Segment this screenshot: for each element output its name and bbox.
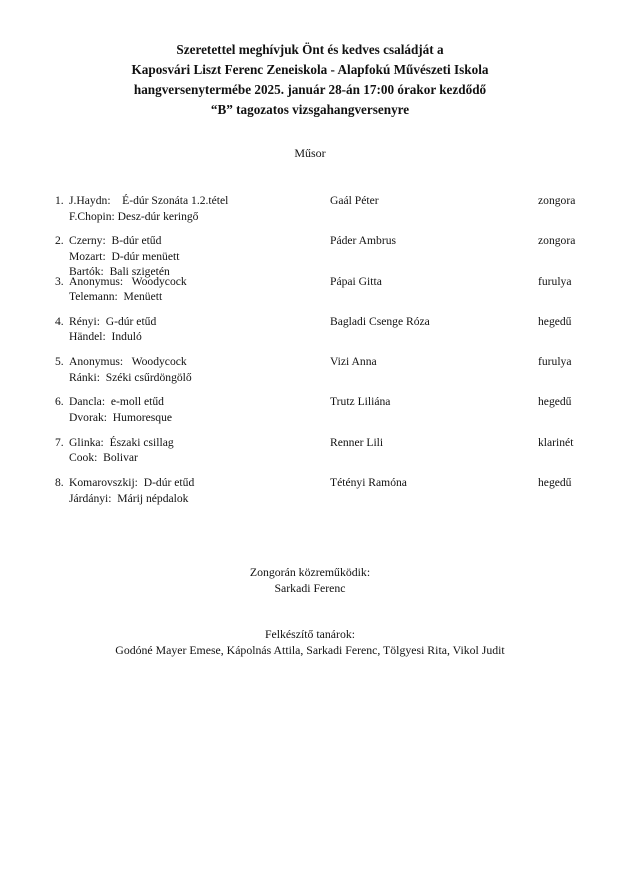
- program-item: [0, 435, 620, 475]
- teachers-block: [0, 627, 620, 658]
- program-item-pieces: [69, 394, 172, 425]
- program-item: [0, 274, 620, 314]
- program-piece: Dancla: e-moll etűd: [69, 395, 164, 409]
- program-item-number: 4.: [55, 314, 64, 328]
- program-item-instrument: hegedű: [538, 476, 572, 490]
- teachers-names: Godóné Mayer Emese, Kápolnás Attila, Sarkadi Ferenc, Tölgyesi Rita, Vikol Judit: [115, 642, 505, 657]
- program-list: [0, 193, 620, 515]
- program-piece: Anonymus: Woodycock: [69, 274, 187, 288]
- piano-accompanist-name: Sarkadi Ferenc: [274, 580, 346, 595]
- program-item-number: 6.: [55, 395, 64, 409]
- program-item-number: 8.: [55, 476, 64, 490]
- invitation-line-3: hangversenytermébe 2025. január 28-án 17:00 órakor kezdődő: [133, 82, 487, 97]
- program-piece: Komarovszkij: D-dúr etűd: [69, 476, 195, 490]
- program-item: [0, 314, 620, 354]
- program-item-instrument: furulya: [538, 355, 572, 369]
- invitation-line-4: “B” tagozatos vizsgahangversenyre: [210, 102, 410, 117]
- program-piece: Anonymus: Woodycock: [69, 355, 187, 369]
- program-title: Műsor: [294, 146, 326, 160]
- program-piece: Járdányi: Márij népdalok: [69, 491, 189, 505]
- program-item-number: 5.: [55, 355, 64, 369]
- program-item-instrument: zongora: [538, 234, 576, 248]
- program-item-pieces: [69, 354, 192, 385]
- program-item: [0, 394, 620, 434]
- program-item-number: 7.: [55, 435, 64, 449]
- program-item-instrument: zongora: [538, 194, 576, 207]
- program-item: [0, 233, 620, 279]
- program-piece: Händel: Induló: [69, 330, 142, 344]
- program-piece: Ránki: Széki csűrdöngölő: [69, 370, 192, 384]
- program-item-number: 3.: [55, 274, 64, 288]
- program-piece: Rényi: G-dúr etűd: [69, 314, 157, 328]
- teachers-label: Felkészítő tanárok:: [264, 627, 356, 641]
- program-piece: Telemann: Menüett: [69, 290, 163, 304]
- program-item-performer: Bagladi Csenge Róza: [330, 314, 430, 328]
- invitation-line-1: Szeretettel meghívjuk Önt és kedves családját a: [176, 42, 444, 57]
- program-piece: F.Chopin: Desz-dúr keringő: [69, 209, 199, 223]
- program-item-performer: Tétényi Ramóna: [330, 476, 407, 490]
- program-item-pieces: [69, 435, 174, 466]
- program-item-number: 2.: [55, 234, 64, 248]
- program-item-pieces: [69, 475, 194, 506]
- program-item-instrument: klarinét: [538, 435, 574, 449]
- program-item-pieces: [69, 193, 228, 224]
- program-item-performer: Páder Ambrus: [330, 234, 397, 248]
- invitation-line-2: Kaposvári Liszt Ferenc Zeneiskola - Alapfokú Művészeti Iskola: [131, 62, 489, 77]
- program-item-instrument: hegedű: [538, 314, 572, 328]
- piano-accompanist-block: [0, 565, 620, 596]
- program-item-instrument: furulya: [538, 274, 572, 288]
- program-piece: Dvorak: Humoresque: [69, 410, 173, 424]
- program-item-pieces: [69, 314, 156, 345]
- invitation-header: [0, 40, 620, 120]
- program-item-performer: Trutz Liliána: [330, 395, 391, 409]
- program-piece: Mozart: D-dúr menüett: [69, 249, 180, 263]
- program-item-performer: Vizi Anna: [330, 355, 377, 369]
- program-piece: Glinka: Északi csillag: [69, 435, 174, 449]
- program-piece: J.Haydn: É-dúr Szonáta 1.2.tétel: [69, 194, 229, 207]
- program-item: [0, 193, 620, 233]
- program-item-performer: Pápai Gitta: [330, 274, 382, 288]
- program-item-number: 1.: [55, 194, 64, 207]
- program-item-performer: Gaál Péter: [330, 194, 379, 207]
- piano-accompanist-label: Zongorán közreműködik:: [249, 565, 371, 579]
- program-item-instrument: hegedű: [538, 395, 572, 409]
- program-piece: Czerny: B-dúr etűd: [69, 234, 162, 248]
- program-item: [0, 475, 620, 515]
- program-piece: Cook: Bolivar: [69, 451, 138, 465]
- program-piece: Bartók: Bali szigetén: [69, 265, 170, 279]
- program-item-performer: Renner Lili: [330, 435, 384, 449]
- program-item: [0, 354, 620, 394]
- program-item-pieces: [69, 274, 187, 305]
